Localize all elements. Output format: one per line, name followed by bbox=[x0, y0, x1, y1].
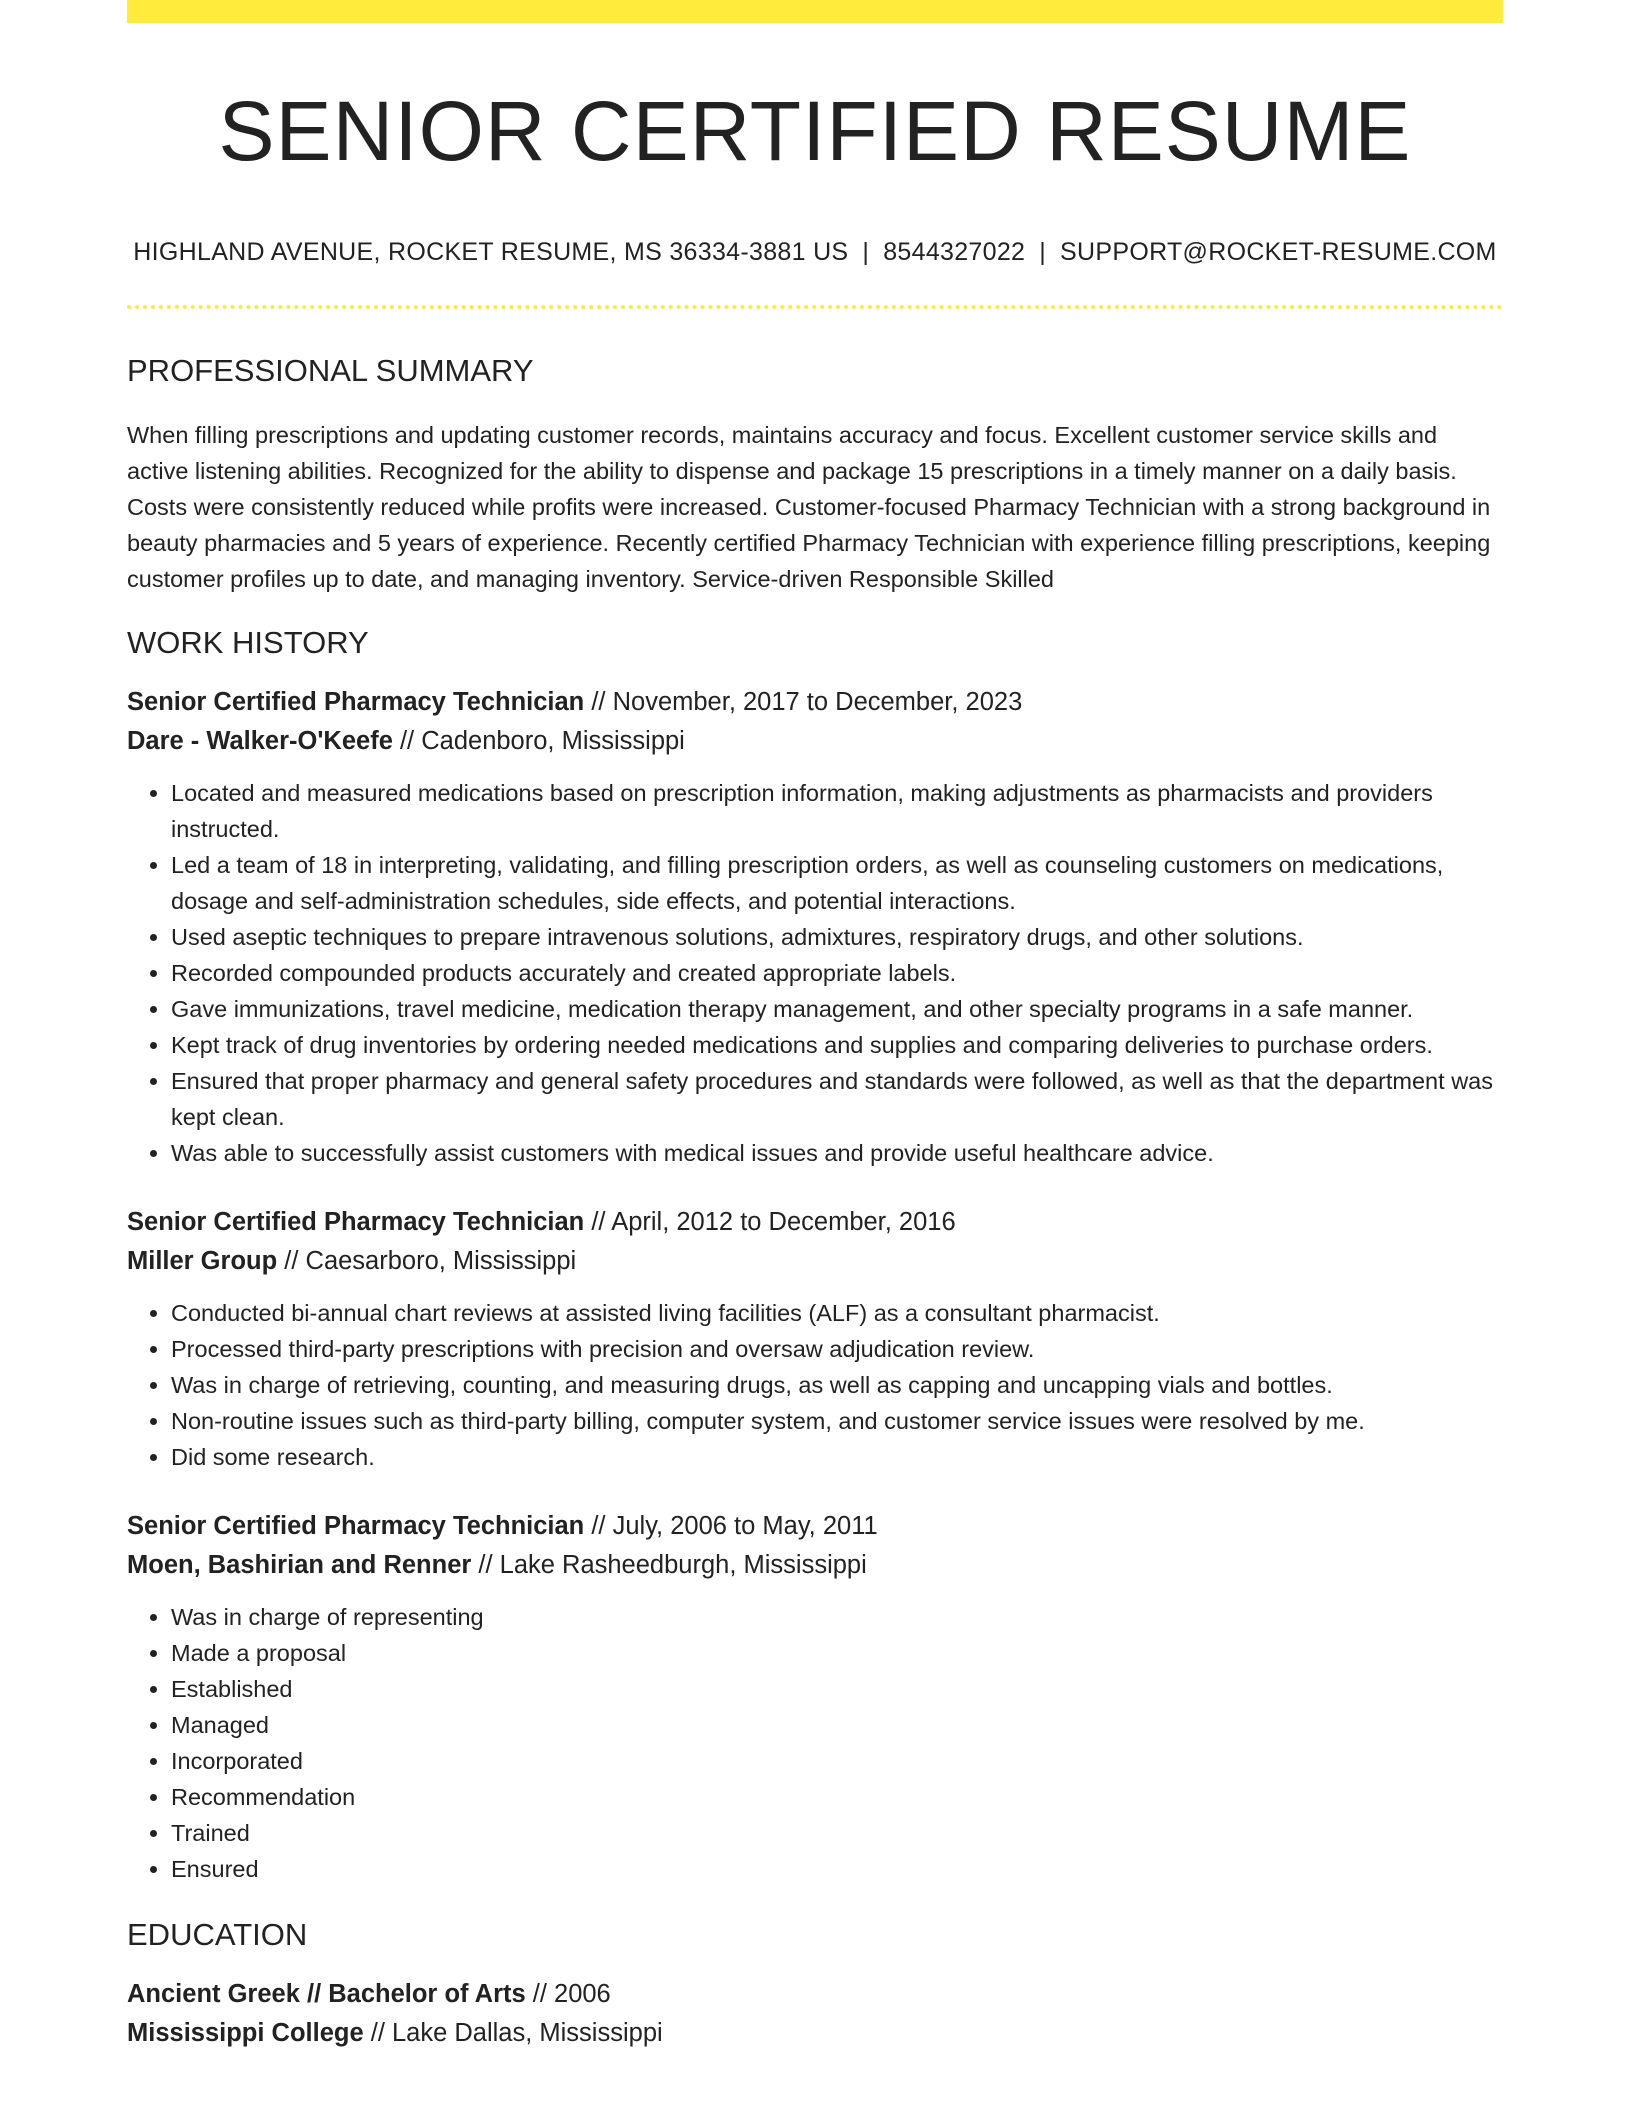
job-bullet: • Was in charge of retrieving, counting, and measuring drugs, as well as capping and uncapping vials and bottles. bbox=[171, 1367, 1503, 1403]
education-school-line bbox=[127, 2014, 1503, 2053]
education-heading: EDUCATION bbox=[127, 1916, 308, 1952]
job-dates: // July, 2006 to May, 2011 bbox=[584, 1511, 878, 1540]
job-bullet: • Ensured that proper pharmacy and general safety procedures and standards were followed, as well as that the department was kept clean. bbox=[171, 1063, 1503, 1135]
summary-heading: PROFESSIONAL SUMMARY bbox=[127, 352, 534, 388]
accent-top-bar bbox=[127, 0, 1503, 23]
education-degree: Ancient Greek // Bachelor of Arts bbox=[127, 1979, 526, 2008]
job-company: Moen, Bashirian and Renner bbox=[127, 1550, 472, 1579]
summary-text: When filling prescriptions and updating customer records, maintains accuracy and focus. Excellent customer service skills and active listening abilities. Recognized for the ability to dispense and package 15 prescriptions in a timely manner on a daily basis. Costs were consistently reduced while profits were increased. Customer-focused Pharmacy Technician with a strong background in beauty pharmacies and 5 years of experience. Recently certified Pharmacy Technician with experience filling prescriptions, keeping customer profiles up to date, and managing inventory. Service-driven Responsible Skilled bbox=[127, 421, 1491, 592]
job-bullet: • Processed third-party prescriptions with precision and oversaw adjudication review. bbox=[171, 1331, 1503, 1367]
job-bullet: • Gave immunizations, travel medicine, medication therapy management, and other specialty programs in a safe manner. bbox=[171, 991, 1503, 1027]
job-bullets bbox=[127, 1599, 1503, 1887]
job-company: Miller Group bbox=[127, 1246, 278, 1275]
job-bullet: • Managed bbox=[171, 1707, 1503, 1743]
contact-phone: 8544327022 bbox=[883, 237, 1026, 266]
job-title-line bbox=[127, 683, 1503, 722]
education-year: // 2006 bbox=[525, 1979, 611, 2008]
education-location: // Lake Dallas, Mississippi bbox=[363, 2018, 663, 2047]
job-entry bbox=[127, 1203, 1503, 1475]
job-bullet: • Established bbox=[171, 1671, 1503, 1707]
education-school: Mississippi College bbox=[127, 2018, 364, 2047]
job-bullet: • Was in charge of representing bbox=[171, 1599, 1503, 1635]
contact-address: HIGHLAND AVENUE, ROCKET RESUME, MS 36334-3881 US bbox=[133, 237, 849, 266]
contact-separator: | bbox=[862, 237, 870, 266]
job-bullet: • Led a team of 18 in interpreting, validating, and filling prescription orders, as well as counseling customers on medications, dosage and self-administration schedules, side effects, and potential interactions. bbox=[171, 847, 1503, 919]
job-bullet: • Did some research. bbox=[171, 1439, 1503, 1475]
job-bullet: • Kept track of drug inventories by ordering needed medications and supplies and comparing deliveries to purchase orders. bbox=[171, 1027, 1503, 1063]
job-title-line bbox=[127, 1203, 1503, 1242]
job-bullet: • Recommendation bbox=[171, 1779, 1503, 1815]
job-dates: // April, 2012 to December, 2016 bbox=[584, 1207, 956, 1236]
job-bullet: • Made a proposal bbox=[171, 1635, 1503, 1671]
job-company-line bbox=[127, 722, 1503, 761]
education-entry bbox=[127, 1975, 1503, 2053]
contact-line bbox=[127, 238, 1503, 267]
job-bullet: • Located and measured medications based on prescription information, making adjustments as pharmacists and providers instructed. bbox=[171, 775, 1503, 847]
job-bullet: • Non-routine issues such as third-party billing, computer system, and customer service issues were resolved by me. bbox=[171, 1403, 1503, 1439]
job-company-line bbox=[127, 1242, 1503, 1281]
dotted-divider bbox=[127, 305, 1503, 309]
job-entry bbox=[127, 683, 1503, 1171]
job-company-line bbox=[127, 1546, 1503, 1585]
job-bullets bbox=[127, 1295, 1503, 1475]
job-location: // Cadenboro, Mississippi bbox=[392, 726, 685, 755]
resume-title: SENIOR CERTIFIED RESUME bbox=[218, 84, 1412, 178]
job-dates: // November, 2017 to December, 2023 bbox=[584, 687, 1023, 716]
job-bullet: • Incorporated bbox=[171, 1743, 1503, 1779]
job-bullet: • Ensured bbox=[171, 1851, 1503, 1887]
work-history-heading: WORK HISTORY bbox=[127, 624, 369, 660]
job-bullets bbox=[127, 775, 1503, 1171]
job-title-line bbox=[127, 1507, 1503, 1546]
job-position: Senior Certified Pharmacy Technician bbox=[127, 1511, 585, 1540]
job-position: Senior Certified Pharmacy Technician bbox=[127, 1207, 585, 1236]
contact-email: SUPPORT@ROCKET-RESUME.COM bbox=[1060, 237, 1497, 266]
job-bullet: • Trained bbox=[171, 1815, 1503, 1851]
education-degree-line bbox=[127, 1975, 1503, 2014]
job-location: // Lake Rasheedburgh, Mississippi bbox=[471, 1550, 867, 1579]
job-bullet: • Recorded compounded products accurately and created appropriate labels. bbox=[171, 955, 1503, 991]
contact-separator: | bbox=[1039, 237, 1047, 266]
job-bullet: • Used aseptic techniques to prepare intravenous solutions, admixtures, respiratory drugs, and other solutions. bbox=[171, 919, 1503, 955]
job-bullet: • Conducted bi-annual chart reviews at assisted living facilities (ALF) as a consultant pharmacist. bbox=[171, 1295, 1503, 1331]
job-company: Dare - Walker-O'Keefe bbox=[127, 726, 393, 755]
job-location: // Caesarboro, Mississippi bbox=[277, 1246, 577, 1275]
job-entry bbox=[127, 1507, 1503, 1887]
job-bullet: • Was able to successfully assist customers with medical issues and provide useful healthcare advice. bbox=[171, 1135, 1503, 1171]
job-position: Senior Certified Pharmacy Technician bbox=[127, 687, 585, 716]
resume-page bbox=[127, 0, 1503, 2053]
